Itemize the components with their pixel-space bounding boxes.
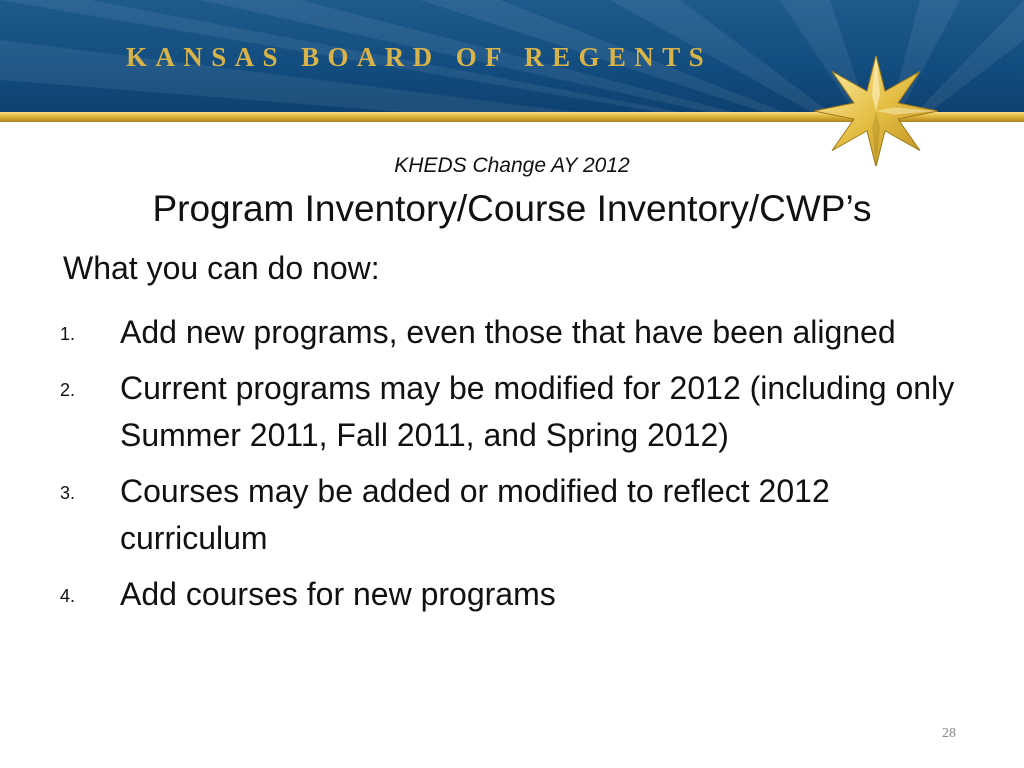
list-item-text: Courses may be added or modified to reflect 2012 curriculum xyxy=(120,473,830,556)
list-item-number: 2. xyxy=(60,380,76,400)
intro-text: What you can do now: xyxy=(63,250,380,286)
list-item xyxy=(60,571,970,618)
organization-title: KANSAS BOARD OF REGENTS xyxy=(126,42,713,72)
numbered-list xyxy=(60,309,970,627)
list-item-text: Current programs may be modified for 2012 (including only Summer 2011, Fall 2011, and Spring 2012) xyxy=(120,370,955,453)
eight-point-star-icon xyxy=(808,56,944,166)
list-item-number: 3. xyxy=(60,483,76,503)
list-item-number: 1. xyxy=(60,324,76,344)
list-item-number: 4. xyxy=(60,586,76,606)
list-item xyxy=(60,365,970,459)
slide-subtitle: KHEDS Change AY 2012 xyxy=(394,154,630,177)
slide-number: 28 xyxy=(942,726,956,741)
list-item-text: Add new programs, even those that have been aligned xyxy=(120,314,896,350)
list-item xyxy=(60,468,970,562)
list-item-text: Add courses for new programs xyxy=(120,576,556,612)
slide-title: Program Inventory/Course Inventory/CWP’s xyxy=(152,188,872,229)
list-item xyxy=(60,309,970,356)
